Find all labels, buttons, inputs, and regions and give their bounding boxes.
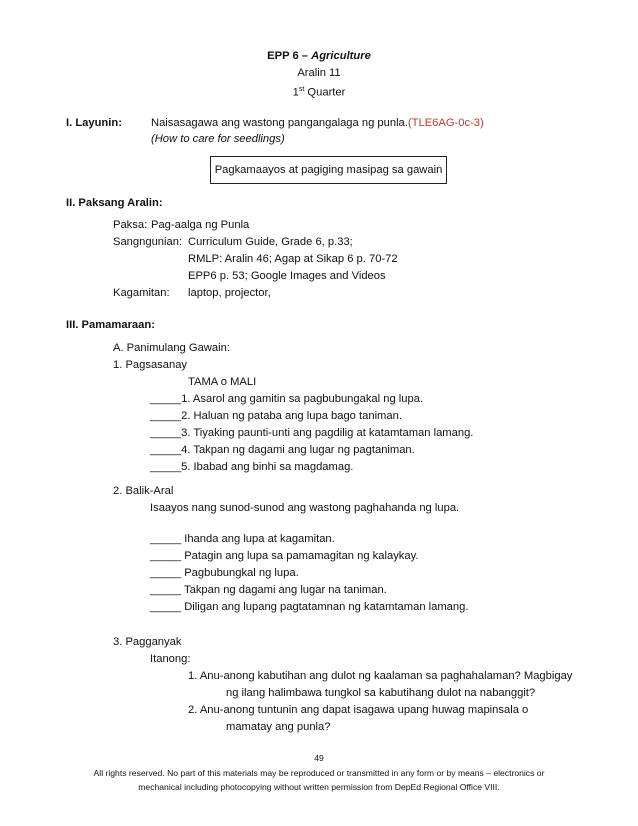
copyright-line-2: mechanical including photocopying without written permission from DepEd Regional Office VIII. [138, 782, 500, 792]
layunin-english: (How to care for seedlings) [151, 133, 285, 145]
paksa-value: Pag-aalga ng Punla [151, 219, 250, 231]
question-2-continued: mamatay ang punla? [226, 721, 331, 733]
balik-aral-item: _____ Patagin ang lupa sa pamamagitan ng kalaykay. [150, 550, 419, 562]
layunin-objective [151, 116, 484, 130]
balik-aral-label: 2. Balik-Aral [113, 485, 174, 497]
layunin-text: Naisasagawa ang wastong pangangalaga ng punla. [151, 117, 408, 129]
pagsasanay-item: _____3. Tiyaking paunti-unti ang pagdilig at katamtaman lamang. [150, 427, 474, 439]
paksa-label: Paksa: [113, 219, 148, 231]
balik-aral-item: _____ Diligan ang lupang pagtatamnan ng katamtaman lamang. [150, 601, 469, 613]
values-box [210, 156, 447, 184]
section-layunin-label: I. Layunin: [66, 117, 122, 129]
balik-aral-item: _____ Ihanda ang lupa at kagamitan. [150, 533, 335, 545]
quarter [0, 83, 638, 100]
section-paksang-aralin-label: II. Paksang Aralin: [66, 197, 163, 209]
kagamitan-label: Kagamitan: [113, 287, 170, 299]
layunin-code: (TLE6AG-0c-3) [407, 117, 484, 129]
balik-aral-item: _____ Takpan ng dagami ang lugar na taniman. [150, 584, 387, 596]
sanggunian-item: Curriculum Guide, Grade 6, p.33; [188, 236, 353, 248]
sanggunian-label: Sangngunian: [113, 236, 183, 248]
sanggunian-item: RMLP: Aralin 46; Agap at Sikap 6 p. 70-72 [188, 253, 398, 265]
balik-aral-item: _____ Pagbubungkal ng lupa. [150, 567, 299, 579]
pagsasanay-item: _____2. Haluan ng pataba ang lupa bago taniman. [150, 410, 402, 422]
pagsasanay-item: _____4. Takpan ng dagami ang lugar ng pagtaniman. [150, 444, 415, 456]
panimulang-gawain-label: A. Panimulang Gawain: [113, 342, 230, 354]
document-title [0, 49, 638, 63]
copyright-line-1: All rights reserved. No part of this materials may be reproduced or transmitted in any form or by means – electronics or [93, 768, 545, 778]
quarter-number: 1 [292, 86, 299, 99]
balik-aral-instruction: Isaayos nang sunod-sunod ang wastong paghahanda ng lupa. [150, 502, 460, 514]
tama-o-mali-heading: TAMA o MALI [188, 376, 257, 388]
subject-area: Agriculture [311, 50, 371, 62]
lesson-number: Aralin 11 [297, 67, 341, 79]
question-1-continued: ng ilang halimbawa tungkol sa kabutihang dulot na nabanggit? [226, 687, 536, 699]
question-2: 2. Anu-anong tuntunin ang dapat isagawa upang huwag mapinsala o [188, 704, 529, 716]
section-pamamaraan-label: III. Pamamaraan: [66, 319, 155, 331]
pagsasanay-label: 1. Pagsasanay [113, 359, 188, 371]
subject: EPP 6 [267, 50, 299, 62]
kagamitan-value: laptop, projector, [188, 287, 271, 299]
itanong-label: Itanong: [150, 653, 191, 665]
values-text: Pagkamaayos at pagiging masipag sa gawain [214, 164, 443, 176]
pagganyak-label: 3. Pagganyak [113, 636, 182, 648]
quarter-suffix: st [298, 86, 305, 93]
sanggunian-item: EPP6 p. 53; Google Images and Videos [188, 270, 386, 282]
question-1: 1. Anu-anong kabutihan ang dulot ng kaalaman sa paghahalaman? Magbigay [188, 670, 573, 682]
pagsasanay-item: _____1. Asarol ang gamitin sa pagbubungakal ng lupa. [150, 393, 424, 405]
subject-separator: – [298, 50, 312, 62]
page-number: 49 [314, 753, 324, 763]
quarter-word: Quarter [304, 86, 346, 99]
pagsasanay-item: _____5. Ibabad ang binhi sa magdamag. [150, 461, 354, 473]
